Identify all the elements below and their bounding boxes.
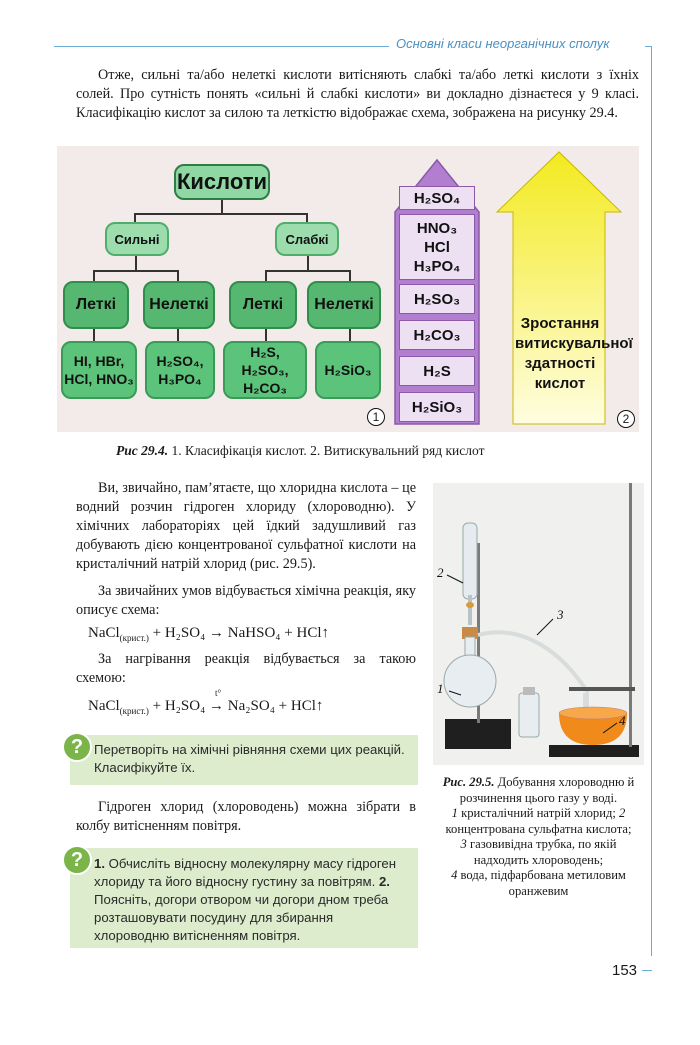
series-acid-box (399, 186, 475, 210)
question-icon: ? (62, 845, 92, 875)
series-acid-formula: H₃PO₄ (413, 257, 461, 275)
figure-29-5-apparatus-photo (433, 483, 644, 765)
series-acid-formula: HNO₃ (416, 219, 458, 237)
series-acid-formula: H₂SO₃ (413, 290, 461, 308)
tree-node-volatile-weak: Леткі (229, 281, 297, 329)
figure-marker-1: 1 (367, 408, 385, 426)
photo-label: 3 (557, 607, 564, 622)
series-arrow-label: Зростання витискувальної здатності кислот (515, 315, 633, 392)
page-number: 153 (612, 962, 638, 979)
tree-leaf-weak-volatile: H₂S, H₂SO₃, H₂CO₃ (223, 341, 307, 399)
series-acid-formula: H₂SiO₃ (411, 398, 463, 416)
question-box-1 (70, 735, 418, 785)
paragraph-collection: Гідроген хлорид (хлороводень) можна зібрати в колбу витісненням повітря. (76, 799, 416, 834)
displacement-series (387, 146, 639, 432)
tree-leaf-strong-nonvolatile: H₂SO₄, H₃PO₄ (145, 341, 215, 399)
paragraph-heating: За нагрівання реакція відбувається за такою схемою: (76, 651, 416, 686)
series-acid-box (399, 392, 475, 422)
intro-paragraph: Отже, сильні та/або нелеткі кислоти витісняють слабкі та/або леткі кислоти з їхніх солей. Про сутність понять «сильні й слабкі кислоти» ви докладно дізнаєтеся у 9 класі. Класифікацію кислот за силою та леткістю відображає схема, зображена на рисунку 29.4. (76, 67, 639, 121)
equation-1: NaCl$_{(крист.)}$ + H₂SO₄ → NaHSO₄ + HCl↑ (88, 625, 330, 643)
tree-node-volatile-strong: Леткі (63, 281, 129, 329)
margin-tick (645, 46, 652, 47)
header-rule (54, 46, 389, 47)
figure-29-4-caption: Рис 29.4. 1. Класифікація кислот. 2. Витискувальний ряд кислот (116, 443, 485, 458)
tree-node-weak: Слабкі (275, 222, 339, 256)
question-box-2 (70, 848, 418, 948)
question-1-text: Перетворіть на хімічні рівняння схеми цих реакцій. Класифікуйте їх. (94, 742, 405, 775)
series-acid-box (399, 320, 475, 350)
paragraph-normal-conditions: За звичайних умов відбувається хімічна реакція, яку описує схема: (76, 583, 416, 618)
page-number-rule (642, 970, 652, 971)
tree-node-nonvolatile-weak: Нелеткі (307, 281, 381, 329)
photo-label: 4 (619, 713, 626, 728)
photo-label: 1 (437, 681, 444, 696)
tree-node-nonvolatile-strong: Нелеткі (143, 281, 215, 329)
tree-leaf-strong-volatile: HI, HBr, HCl, HNO₃ (61, 341, 137, 399)
series-acid-formula: H₂SO₄ (413, 189, 461, 207)
series-acid-box (399, 356, 475, 386)
figure-marker-2: 2 (617, 410, 635, 428)
acid-classification-tree (57, 146, 387, 432)
series-acid-box (399, 214, 475, 280)
paragraph-hcl-intro: Ви, звичайно, пам’ятаєте, що хлоридна кислота – це водний розчин гідроген хлориду (хлороводню). У хімічних лабораторіях цей їдкий задушливий газ добувають дією концентрованої сульфатної кислоти на кристалічний натрій хлорид (рис. 29.5). (76, 480, 416, 572)
photo-label: 2 (437, 565, 444, 580)
lab-apparatus-drawing (433, 483, 644, 765)
question-icon: ? (62, 732, 92, 762)
question-2-text: 1. Обчисліть відносну молекулярну масу гідроген хлориду та його відносну густину за повітрям. 2. Поясніть, догори отвором чи догори дном треба розташовувати посудину для збирання хлороводню витісненням повітря. (94, 856, 397, 943)
margin-rule (651, 46, 652, 956)
tree-root-acids: Кислоти (174, 164, 270, 200)
equation-2: NaCl$_{(крист.)}$ + H₂SO₄ t° → Na₂SO₄ + HCl↑ (88, 688, 324, 716)
series-acid-formula: H₂CO₃ (413, 326, 461, 344)
running-header: Основні класи неорганічних сполук (396, 36, 610, 51)
series-acid-formula: HCl (424, 238, 450, 256)
tree-node-strong: Сильні (105, 222, 169, 256)
figure-29-5-caption: Рис. 29.5. Добування хлороводню й розчинення цього газу у воді. 1 кристалічний натрій хлорид; 2 концентрована сульфатна кислота; 3 газовивідна трубка, по якій надходить хлороводень; 4 вода, підфарбована метиловим оранжевим (442, 775, 635, 898)
tree-leaf-weak-nonvolatile: H₂SiO₃ (315, 341, 381, 399)
figure-29-4 (57, 146, 639, 432)
series-acid-box (399, 284, 475, 314)
series-acid-formula: H₂S (423, 362, 451, 380)
